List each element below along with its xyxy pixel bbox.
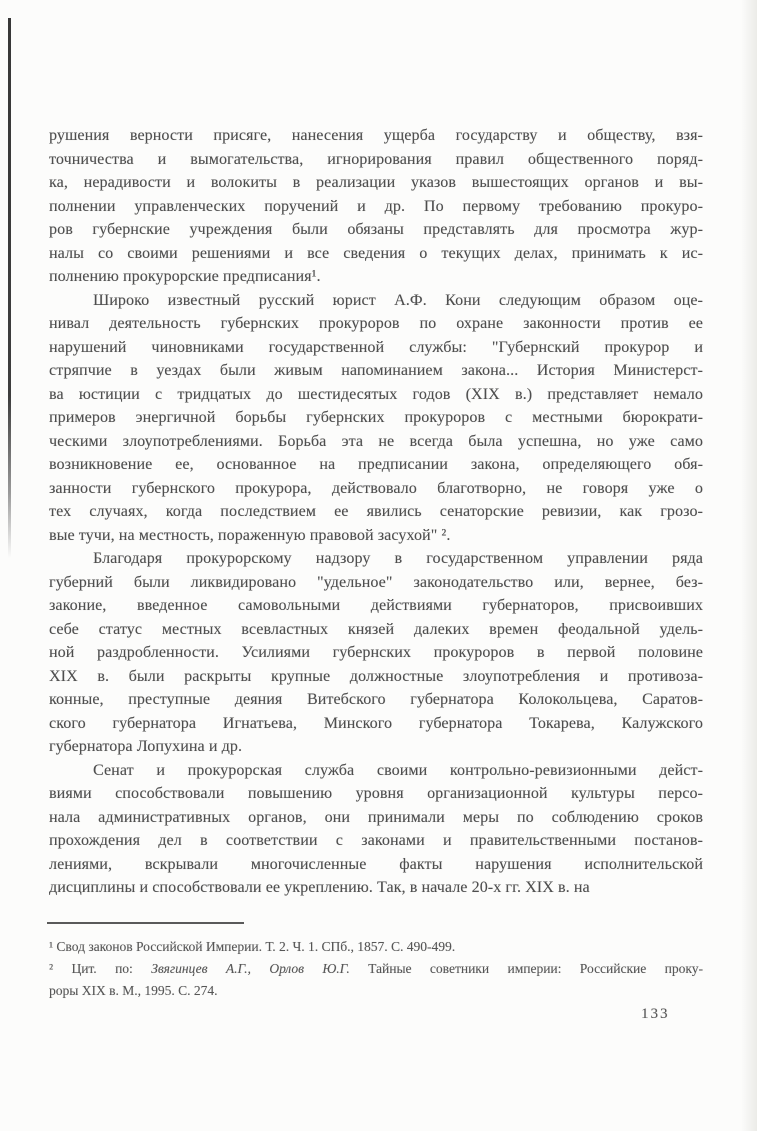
text-line: нивал деятельность губернских прокуроров по охране законности против ее [49,315,703,332]
text-line: конные, преступные деяния Витебского губернатора Колокольцева, Саратов- [49,691,703,708]
footnote-2-line-2: роры XIX в. М., 1995. С. 274. [49,983,218,998]
text-line: занности губернского прокурора, действовало благотворно, не говоря уже о [49,479,703,497]
text-line: Благодаря прокурорскому надзору в государственном управлении ряда [93,550,703,567]
footnote-separator [47,922,244,924]
text-line: Сенат и прокурорская служба своими контрольно-ревизионными дейст- [93,761,703,779]
text-line: полнении управленческих поручений и др. По первому требованию прокуро- [49,197,703,215]
text-line: виями способствовали повышению уровня организационной культуры персо- [49,785,703,802]
footnote-2-line-1 [49,958,703,980]
text-line: возникновение ее, основанное на предписании закона, определяющего обя- [49,456,703,473]
paragraph [49,289,703,548]
text-line: полнению прокурорские предписания¹. [49,268,321,285]
footnote-2-authors: Звягинцев А.Г., Орлов Ю.Г. [151,961,350,976]
text-line: примеров энергичной борьбы губернских прокуроров с местными бюрократи- [49,409,703,426]
text-line: точничества и вымогательства, игнорирования правил общественного поряд- [49,150,703,168]
text-line: ров губернские учреждения были обязаны представлять для просмотра жур- [49,221,703,238]
footnotes [49,936,703,1002]
text-line: ной раздробленности. Усилиями губернских прокуроров в первой половине [49,644,703,661]
text-line: губерний были ликвидировано "удельное" законодательство или, вернее, без- [49,573,703,591]
body-text [49,124,703,900]
paragraph [49,124,703,289]
paragraph [49,547,703,759]
footnote-2-title: Тайные советники империи: Российские проку- [349,961,703,976]
text-line: нала административных органов, они принимали меры по соблюдению сроков [49,808,703,826]
text-line: прохождения дел в соответствии с законами и правительственными постанов- [49,832,703,849]
text-line: законие, введенное самовольными действиями губернаторов, присвоивших [49,597,703,614]
text-line: вые тучи, на местность, пораженную правовой засухой" ². [49,526,451,544]
footnote-1: ¹ Свод законов Российской Империи. Т. 2. Ч. 1. СПб., 1857. С. 490-499. [49,939,456,954]
text-line: налы со своими решениями и все сведения о текущих делах, принимать к ис- [49,244,703,262]
text-line: стряпчие в уездах были живым напоминанием закона... История Министерст- [49,362,703,379]
text-line: дисциплины и способствовали ее укреплению. Так, в начале 20-х гг. XIX в. на [49,879,590,896]
text-line: рушения верности присяге, нанесения ущерба государству и обществу, взя- [49,127,703,144]
text-line: себе статус местных всевластных князей далеких времен феодальной удель- [49,620,703,638]
text-line: ского губернатора Игнатьева, Минского губернатора Токарева, Калужского [49,714,703,732]
text-line: ческими злоупотреблениями. Борьба эта не всегда была успешна, но уже само [49,432,703,450]
footnote-2-prefix: ² Цит. по: [49,961,152,976]
page-number: 133 [641,1006,670,1022]
text-line: ва юстиции с тридцатых до шестидесятых годов (XIX в.) представляет немало [49,385,703,403]
text-line: тех случаях, когда последствием ее явились сенаторские ревизии, как грозо- [49,503,703,520]
paragraph [49,759,703,900]
text-line: нарушений чиновниками государственной службы: "Губернский прокурор и [49,338,703,356]
text-line: губернатора Лопухина и др. [49,738,243,755]
text-line: ка, нерадивости и волокиты в реализации указов вышестоящих органов и вы- [49,174,703,191]
text-line: лениями, вскрывали многочисленные факты нарушения исполнительской [49,855,703,873]
scan-edge-shadow [741,0,757,1131]
text-line: Широко известный русский юрист А.Ф. Кони следующим образом оце- [93,291,703,309]
text-line: XIX в. были раскрыты крупные должностные злоупотребления и противоза- [49,667,703,685]
scan-edge-line [8,18,11,558]
